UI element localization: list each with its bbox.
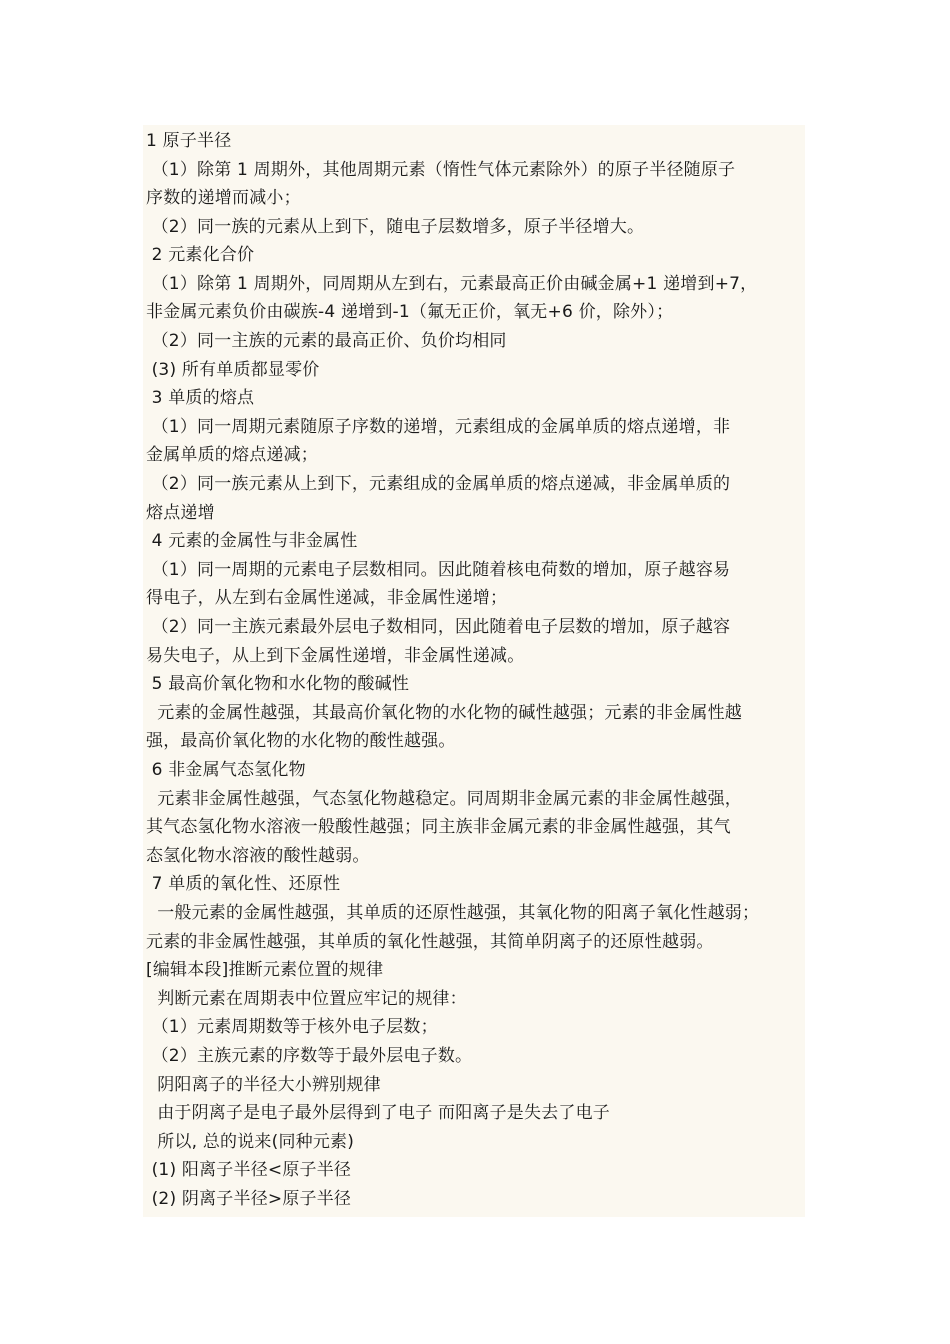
text-line: （1）同一周期的元素电子层数相同。因此随着核电荷数的增加，原子越容易 — [146, 560, 731, 580]
text-line: 阴阳离子的半径大小辨别规律 — [146, 1075, 381, 1095]
text-line: （1）元素周期数等于核外电子层数； — [146, 1017, 438, 1037]
text-line: （2）同一主族元素最外层电子数相同，因此随着电子层数的增加，原子越容 — [146, 617, 731, 637]
text-line: （2）主族元素的序数等于最外层电子数。 — [146, 1046, 473, 1066]
text-line: 强，最高价氧化物的水化物的酸性越强。 — [146, 731, 456, 751]
text-line: 态氢化物水溶液的酸性越弱。 — [146, 846, 370, 866]
text-line: 得电子，从左到右金属性递减，非金属性递增； — [146, 588, 508, 608]
text-line: 所以, 总的说来(同种元素) — [146, 1132, 355, 1152]
text-line: 金属单质的熔点递减； — [146, 445, 318, 465]
text-line: 由于阴离子是电子最外层得到了电子 而阳离子是失去了电子 — [146, 1103, 611, 1123]
text-line: （1）除第 1 周期外，同周期从左到右，元素最高正价由碱金属+1 递增到+7， — [146, 274, 758, 294]
text-line: 其气态氢化物水溶液一般酸性越强；同主族非金属元素的非金属性越强，其气 — [146, 817, 731, 837]
text-line: 一般元素的金属性越强，其单质的还原性越强，其氧化物的阳离子氧化性越弱； — [146, 903, 760, 923]
text-line: 非金属元素负价由碳族-4 递增到-1（氟无正价，氧无+6 价，除外）； — [146, 302, 674, 322]
text-line: 易失电子，从上到下金属性递增，非金属性递减。 — [146, 646, 525, 666]
text-line: 2 元素化合价 — [146, 245, 255, 265]
text-line: 3 单质的熔点 — [146, 388, 255, 408]
text-line: (2) 阴离子半径>原子半径 — [146, 1189, 352, 1209]
text-line: （2）同一族元素从上到下，元素组成的金属单质的熔点递减，非金属单质的 — [146, 474, 731, 494]
text-line: 6 非金属气态氢化物 — [146, 760, 306, 780]
text-line: 序数的递增而减小； — [146, 188, 301, 208]
text-line: (3) 所有单质都显零价 — [146, 360, 320, 380]
text-line: 元素的非金属性越强，其单质的氧化性越强，其简单阴离子的还原性越弱。 — [146, 932, 714, 952]
text-line: [编辑本段]推断元素位置的规律 — [146, 960, 384, 980]
text-line: 4 元素的金属性与非金属性 — [146, 531, 358, 551]
text-line: 1 原子半径 — [146, 131, 232, 151]
text-line: 元素的金属性越强，其最高价氧化物的水化物的碱性越强；元素的非金属性越 — [146, 703, 743, 723]
text-line: 熔点递增 — [146, 503, 215, 523]
text-line: 判断元素在周期表中位置应牢记的规律： — [146, 989, 467, 1009]
text-line: 5 最高价氧化物和水化物的酸碱性 — [146, 674, 410, 694]
text-line: 7 单质的氧化性、还原性 — [146, 874, 341, 894]
text-line: （1）除第 1 周期外，其他周期元素（惰性气体元素除外）的原子半径随原子 — [146, 160, 736, 180]
text-line: （2）同一主族的元素的最高正价、负价均相同 — [146, 331, 507, 351]
text-line: 元素非金属性越强，气态氢化物越稳定。同周期非金属元素的非金属性越强， — [146, 789, 743, 809]
text-line: （2）同一族的元素从上到下，随电子层数增多，原子半径增大。 — [146, 217, 645, 237]
text-line: （1）同一周期元素随原子序数的递增，元素组成的金属单质的熔点递增，非 — [146, 417, 731, 437]
text-line: (1) 阳离子半径<原子半径 — [146, 1160, 352, 1180]
